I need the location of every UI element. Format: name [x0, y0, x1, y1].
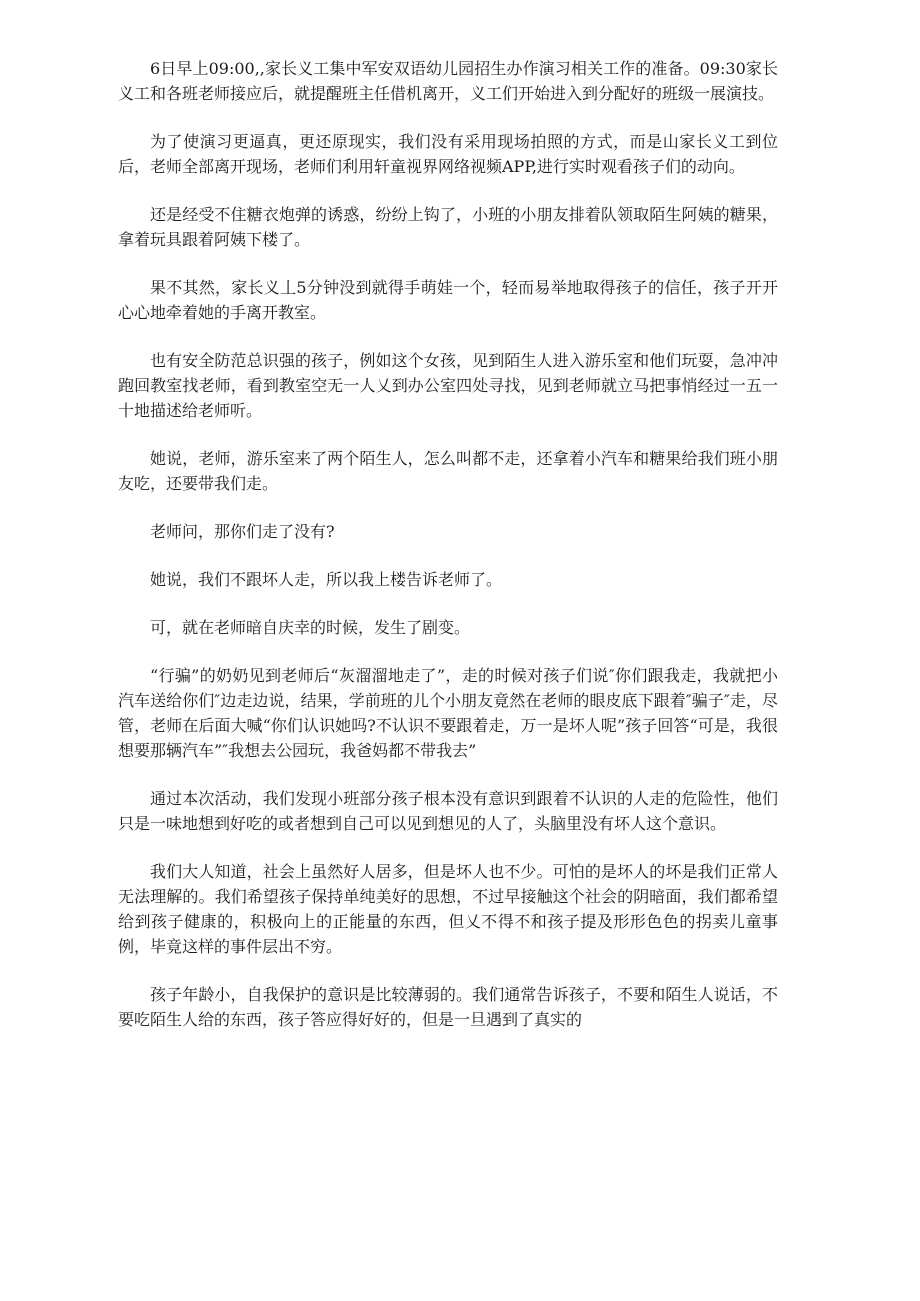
paragraph-7: 老师问，那你们走了没有?: [150, 522, 335, 541]
paragraph-10: “行骗”的奶奶见到老师后“灰溜溜地走了”，走的时候对孩子们说″你们跟我走，我就把小汽车送给你们″边走边说，结果，学前班的儿个小朋友竟然在老师的眼皮底下跟着″骗子″走，尽管，老师在后面大喊“你们认识她吗?不认识不要跟着走，万一是坏人呢”孩子回答“可是，我很想要那辆汽车”″我想去公园玩，我爸妈都不带我去”: [118, 666, 778, 760]
paragraph-6: 她说，老师，游乐室来了两个陌生人，怎么叫都不走，还拿着小汽车和糖果给我们班小朋友吃，还要带我们走。: [118, 449, 778, 493]
paragraph-8: 她说，我们不跟坏人走，所以我上楼告诉老师了。: [150, 570, 503, 589]
paragraph-3: 还是经受不住糖衣炮弹的诱惑，纷纷上钩了，小班的小朋友排着队领取陌生阿姨的糖果，拿着玩具跟着阿姨下楼了。: [118, 205, 778, 249]
paragraph-12: 我们大人知道，社会上虽然好人居多，但是坏人也不少。可怕的是坏人的坏是我们正常人无法理解的。我们希望孩子保持单纯美好的思想，不过早接触这个社会的阴暗面，我们都希望给到孩子健康的，积极向上的正能量的东西，但乂不得不和孩子提及形形色色的拐卖儿童事例，毕竟这样的事件层出不穷。: [118, 862, 778, 956]
paragraph-13: 孩子年龄小，自我保护的意识是比较薄弱的。我们通常告诉孩子，不要和陌生人说话，不要吃陌生人给的东西，孩子答应得好好的，但是一旦遇到了真实的: [118, 985, 778, 1029]
paragraph-11: 通过本次活动，我们发现小班部分孩子根本没有意识到跟着不认识的人走的危险性，他们只是一味地想到好吃的或者想到自己可以见到想见的人了，头脑里没有坏人这个意识。: [118, 789, 778, 833]
paragraph-2: 为了使演习更逼真，更还原现实，我们没有采用现场拍照的方式，而是山家长义工到位后，老师全部离开现场，老师们利用轩童视界网络视频APP,进行实时观看孩子们的动向。: [118, 132, 778, 176]
document-body: [118, 56, 778, 1055]
paragraph-9: 可，就在老师暗自庆幸的时候，发生了剧变。: [150, 618, 471, 637]
paragraph-4: 果不其然，家长义丄5分钟没到就得手萌娃一个，轻而易举地取得孩子的信任，孩子开开心心地牵着她的手离开教室。: [118, 278, 778, 322]
paragraph-1: 6日早上09:00,,家长义工集中军安双语幼儿园招生办作演习相关工作的准备。09:30家长义工和各班老师接应后，就提醒班主任借机离开，义工们开始进入到分配好的班级一展演技。: [118, 59, 778, 103]
paragraph-5: 也有安全防范总识强的孩子，例如这个女孩，见到陌生人进入游乐室和他们玩耍，急冲冲跑回教室找老师，看到教室空无一人乂到办公室四处寻找，见到老师就立马把事悄经过一五一十地描述给老师听。: [118, 351, 778, 420]
